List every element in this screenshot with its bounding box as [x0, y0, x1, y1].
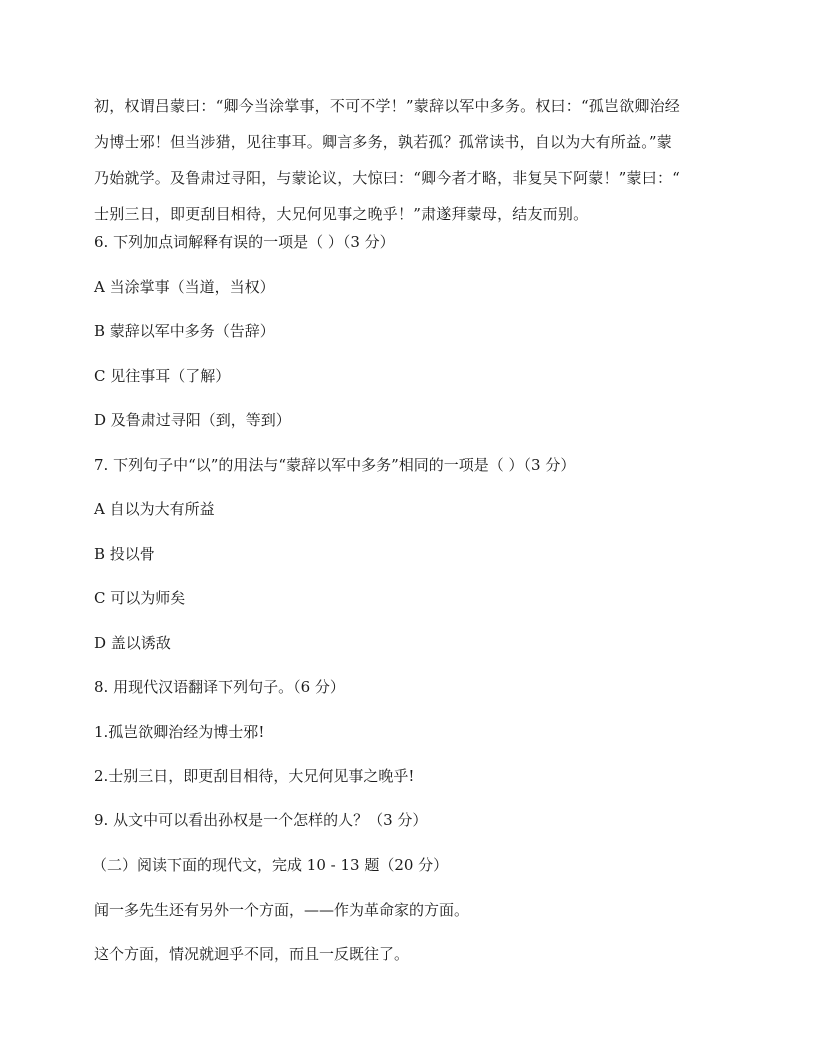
passage-line: 士别三日，即更刮目相待，大兄何见事之晚乎！”肃遂拜蒙母，结友而别。	[94, 205, 589, 223]
question-6-option-c: C 见往事耳（了解）	[94, 367, 231, 385]
section-2-heading: （二）阅读下面的现代文，完成 10 - 13 题（20 分）	[92, 856, 449, 874]
section-2-paragraph: 这个方面，情况就迥乎不同，而且一反既往了。	[94, 945, 410, 963]
question-6-option-a: A 当涂掌事（当道，当权）	[94, 278, 275, 296]
question-6-option-b: B 蒙辞以军中多务（告辞）	[94, 322, 275, 340]
question-7-option-b: B 投以骨	[94, 545, 155, 563]
question-7-option-a: A 自以为大有所益	[94, 500, 215, 518]
passage-line: 初，权谓吕蒙曰：“卿今当涂掌事，不可不学！”蒙辞以军中多务。权曰：“孤岂欲卿治经	[94, 97, 681, 115]
classical-passage	[94, 94, 724, 238]
section-2-paragraph: 闻一多先生还有另外一个方面，——作为革命家的方面。	[94, 901, 470, 919]
passage-line: 为博士邪！但当涉猎，见往事耳。卿言多务，孰若孤？孤常读书，自以为大有所益。”蒙	[94, 133, 672, 151]
question-7-stem: 7. 下列句子中“以”的用法与“蒙辞以军中多务”相同的一项是（ ）（3 分）	[94, 456, 576, 474]
question-6-stem: 6. 下列加点词解释有误的一项是（ ）（3 分）	[94, 233, 395, 251]
question-8-stem: 8. 用现代汉语翻译下列句子。（6 分）	[94, 678, 345, 696]
question-8-item-2: 2.士别三日，即更刮目相待，大兄何见事之晚乎!	[94, 767, 415, 785]
question-6-option-d: D 及鲁肃过寻阳（到，等到）	[94, 411, 291, 429]
question-7-option-c: C 可以为师矣	[94, 589, 186, 607]
question-8-item-1: 1.孤岂欲卿治经为博士邪!	[94, 723, 265, 741]
passage-line: 乃始就学。及鲁肃过寻阳，与蒙论议，大惊曰：“卿今者才略，非复吴下阿蒙！”蒙曰：“	[94, 169, 681, 187]
question-9-stem: 9. 从文中可以看出孙权是一个怎样的人？（3 分）	[94, 811, 428, 829]
question-7-option-d: D 盖以诱敌	[94, 634, 171, 652]
